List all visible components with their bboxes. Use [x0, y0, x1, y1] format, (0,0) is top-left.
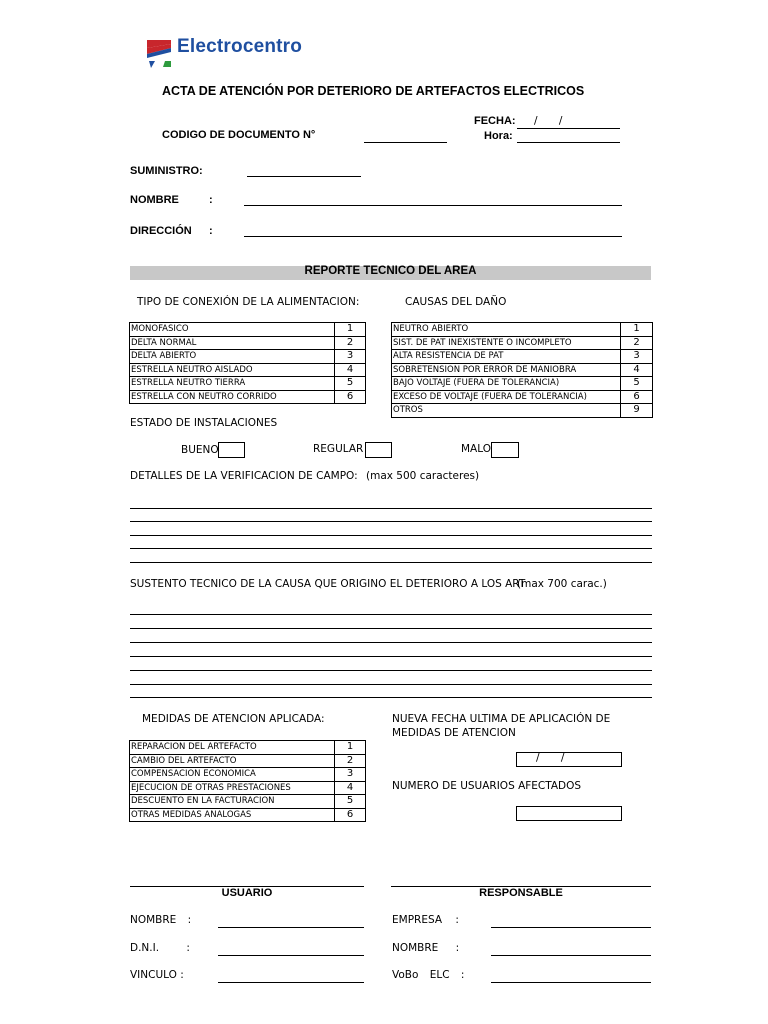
option-number[interactable]: 5 — [335, 377, 366, 391]
option-label: DESCUENTO EN LA FACTURACION — [130, 795, 335, 809]
option-row[interactable] — [392, 350, 653, 364]
direccion-line[interactable] — [244, 236, 622, 237]
nueva-fecha-label-1: NUEVA FECHA ULTIMA DE APLICACIÓN DE — [392, 713, 611, 725]
option-row[interactable] — [130, 336, 366, 350]
causas-table — [391, 322, 653, 418]
option-label: OTROS — [392, 404, 621, 418]
suministro-label: SUMINISTRO: — [130, 165, 203, 177]
estado-title: ESTADO DE INSTALACIONES — [130, 417, 278, 429]
estado-bueno-label: BUENO — [181, 444, 219, 456]
option-label: DELTA ABIERTO — [130, 350, 335, 364]
option-row[interactable] — [392, 363, 653, 377]
logo-mark-icon — [147, 38, 173, 68]
usuarios-afectados-box[interactable] — [516, 806, 622, 821]
sustento-line[interactable] — [130, 656, 652, 657]
option-row[interactable] — [130, 350, 366, 364]
sustento-line[interactable] — [130, 670, 652, 671]
usuario-vinculo-line[interactable] — [218, 982, 364, 983]
option-label: COMPENSACION ECONOMICA — [130, 768, 335, 782]
option-row[interactable] — [130, 363, 366, 377]
nombre-line[interactable] — [244, 205, 622, 206]
conexion-title: TIPO DE CONEXIÓN DE LA ALIMENTACION: — [137, 296, 360, 308]
usuario-vinculo-label: VINCULO : — [130, 969, 184, 981]
document-title: ACTA DE ATENCIÓN POR DETERIORO DE ARTEFACTOS ELECTRICOS — [162, 84, 585, 98]
hora-label: Hora: — [484, 130, 513, 142]
codigo-line[interactable] — [364, 142, 447, 143]
option-row[interactable] — [130, 323, 366, 337]
option-number[interactable]: 6 — [335, 808, 366, 822]
option-row[interactable] — [130, 808, 366, 822]
fecha-line — [517, 128, 620, 129]
responsable-title: RESPONSABLE — [479, 887, 563, 899]
detalles-line[interactable] — [130, 562, 652, 563]
nueva-fecha-value: / / — [536, 752, 565, 764]
nombre-label: NOMBRE — [130, 194, 179, 206]
direccion-label: DIRECCIÓN — [130, 225, 192, 237]
option-number[interactable]: 9 — [621, 404, 653, 418]
option-row[interactable] — [130, 781, 366, 795]
usuario-title: USUARIO — [221, 887, 273, 899]
option-number[interactable]: 3 — [621, 350, 653, 364]
option-number[interactable]: 2 — [335, 336, 366, 350]
nueva-fecha-label-2: MEDIDAS DE ATENCION — [392, 727, 516, 739]
direccion-colon: : — [209, 225, 213, 237]
option-row[interactable] — [392, 377, 653, 391]
option-label: ESTRELLA CON NEUTRO CORRIDO — [130, 390, 335, 404]
option-label: ESTRELLA NEUTRO AISLADO — [130, 363, 335, 377]
detalles-line[interactable] — [130, 508, 652, 509]
option-number[interactable]: 2 — [621, 336, 653, 350]
option-number[interactable]: 4 — [335, 781, 366, 795]
sustento-hint: (max 700 carac.) — [517, 578, 607, 590]
usuarios-afectados-label: NUMERO DE USUARIOS AFECTADOS — [392, 780, 582, 792]
sustento-line[interactable] — [130, 614, 652, 615]
option-label: MONOFASICO — [130, 323, 335, 337]
option-number[interactable]: 5 — [335, 795, 366, 809]
sustento-label: SUSTENTO TECNICO DE LA CAUSA QUE ORIGINO EL DETERIORO A LOS ART — [130, 578, 526, 590]
responsable-vobo-line[interactable] — [491, 982, 651, 983]
option-row[interactable] — [392, 390, 653, 404]
responsable-empresa-line[interactable] — [491, 927, 651, 928]
option-row[interactable] — [130, 768, 366, 782]
detalles-line[interactable] — [130, 535, 652, 536]
option-label: SIST. DE PAT INEXISTENTE O INCOMPLETO — [392, 336, 621, 350]
option-row[interactable] — [392, 404, 653, 418]
fecha-value[interactable]: / / — [534, 115, 563, 127]
option-row[interactable] — [130, 390, 366, 404]
sustento-line[interactable] — [130, 628, 652, 629]
option-label: DELTA NORMAL — [130, 336, 335, 350]
estado-regular-label: REGULAR — [313, 443, 364, 455]
option-row[interactable] — [130, 741, 366, 755]
codigo-label: CODIGO DE DOCUMENTO N° — [162, 129, 316, 141]
responsable-empresa-label: EMPRESA : — [392, 914, 459, 926]
detalles-hint: (max 500 caracteres) — [366, 470, 480, 482]
suministro-line[interactable] — [247, 176, 361, 177]
option-number[interactable]: 4 — [335, 363, 366, 377]
estado-malo-label: MALO — [461, 443, 491, 455]
option-row[interactable] — [130, 795, 366, 809]
estado-bueno-box[interactable] — [218, 442, 245, 458]
nueva-fecha-box[interactable] — [516, 752, 622, 767]
detalles-line[interactable] — [130, 548, 652, 549]
sustento-line[interactable] — [130, 684, 652, 685]
nombre-colon: : — [209, 194, 213, 206]
option-row[interactable] — [130, 754, 366, 768]
brand-name: Electrocentro — [177, 36, 303, 57]
estado-regular-box[interactable] — [365, 442, 392, 458]
option-label: ALTA RESISTENCIA DE PAT — [392, 350, 621, 364]
option-row[interactable] — [392, 336, 653, 350]
option-label: SOBRETENSION POR ERROR DE MANIOBRA — [392, 363, 621, 377]
option-number[interactable]: 1 — [335, 323, 366, 337]
responsable-vobo-label: VoBo ELC : — [392, 969, 465, 981]
option-number[interactable]: 2 — [335, 754, 366, 768]
option-row[interactable] — [130, 377, 366, 391]
option-label: CAMBIO DEL ARTEFACTO — [130, 754, 335, 768]
usuario-dni-label: D.N.I. : — [130, 942, 190, 954]
usuario-dni-line[interactable] — [218, 955, 364, 956]
responsable-nombre-line[interactable] — [491, 955, 651, 956]
usuario-nombre-label: NOMBRE : — [130, 914, 192, 926]
causas-title: CAUSAS DEL DAÑO — [405, 296, 507, 308]
option-number[interactable]: 6 — [335, 390, 366, 404]
hora-line[interactable] — [517, 142, 620, 143]
option-label: NEUTRO ABIERTO — [392, 323, 621, 337]
option-row[interactable] — [392, 323, 653, 337]
option-label: ESTRELLA NEUTRO TIERRA — [130, 377, 335, 391]
sustento-line[interactable] — [130, 697, 652, 698]
section-band-title: REPORTE TECNICO DEL AREA — [304, 265, 477, 277]
option-number[interactable]: 5 — [621, 377, 653, 391]
option-label: EJECUCION DE OTRAS PRESTACIONES — [130, 781, 335, 795]
detalles-label: DETALLES DE LA VERIFICACION DE CAMPO: — [130, 470, 358, 482]
conexion-table — [129, 322, 366, 404]
option-label: BAJO VOLTAJE (FUERA DE TOLERANCIA) — [392, 377, 621, 391]
option-label: REPARACION DEL ARTEFACTO — [130, 741, 335, 755]
option-number[interactable]: 3 — [335, 768, 366, 782]
option-label: EXCESO DE VOLTAJE (FUERA DE TOLERANCIA) — [392, 390, 621, 404]
fecha-label: FECHA: — [474, 115, 516, 127]
option-number[interactable]: 4 — [621, 363, 653, 377]
usuario-nombre-line[interactable] — [218, 927, 364, 928]
detalles-line[interactable] — [130, 521, 652, 522]
estado-malo-box[interactable] — [491, 442, 519, 458]
option-number[interactable]: 1 — [335, 741, 366, 755]
responsable-nombre-label: NOMBRE : — [392, 942, 460, 954]
option-label: OTRAS MEDIDAS ANALOGAS — [130, 808, 335, 822]
option-number[interactable]: 6 — [621, 390, 653, 404]
company-logo — [147, 38, 173, 68]
option-number[interactable]: 3 — [335, 350, 366, 364]
sustento-line[interactable] — [130, 642, 652, 643]
medidas-table — [129, 740, 366, 822]
medidas-title: MEDIDAS DE ATENCION APLICADA: — [142, 713, 325, 725]
option-number[interactable]: 1 — [621, 323, 653, 337]
